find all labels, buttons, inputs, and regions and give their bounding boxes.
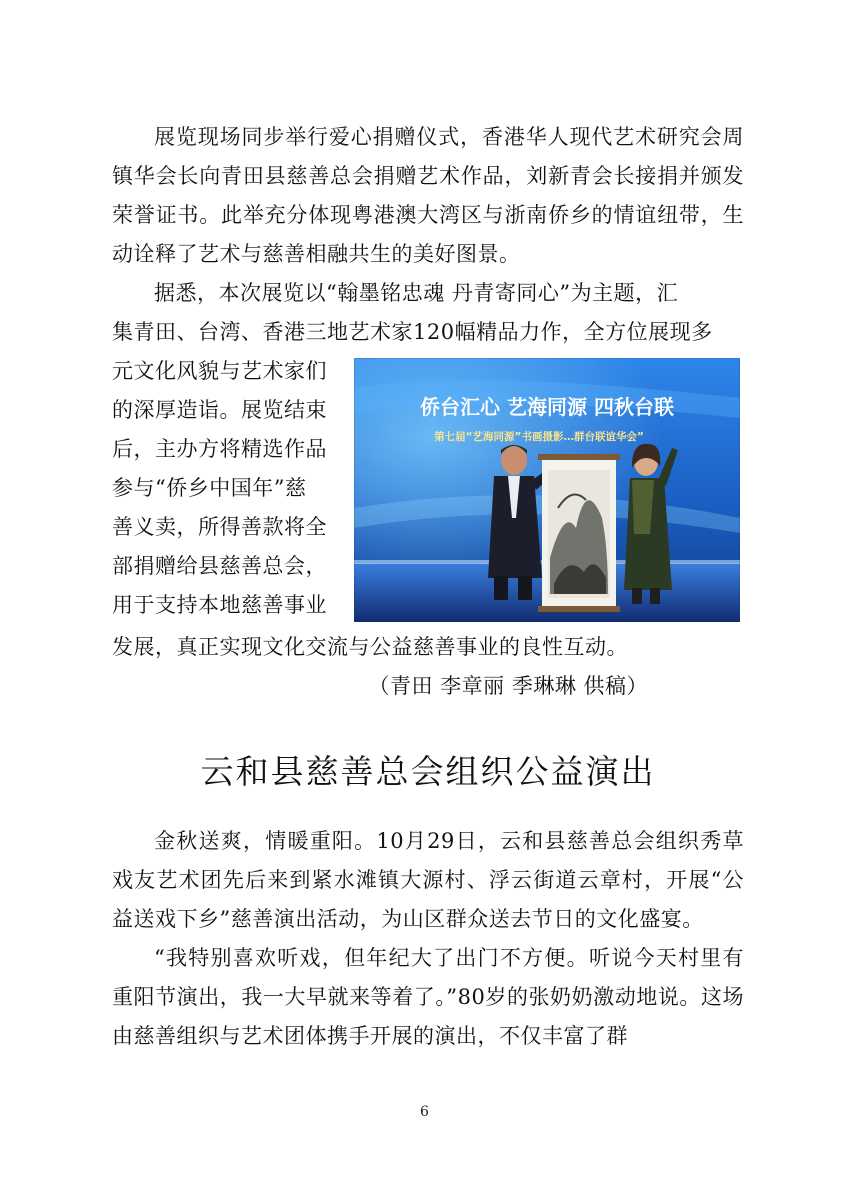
text-wrap-with-photo [112,352,744,628]
article1-paragraph-2-last-line: 发展，真正实现文化交流与公益慈善事业的良性互动。 [112,635,628,659]
wrapped-line: 元文化风貌与艺术家们 [112,359,327,383]
article1-paragraph-2-line-2: 集青田、台湾、香港三地艺术家120幅精品力作，全方位展现多 [112,320,713,344]
wrapped-line: 用于支持本地慈善事业 [112,593,327,617]
wrapped-line: 后，主办方将精选作品 [112,437,327,461]
donation-ceremony-photo [354,358,740,622]
banner-subtitle: 第七届“艺海同源”书画摄影…群台联谊华会” [434,431,644,443]
photo-illustration [354,358,740,622]
article1-paragraph-2-line-1: 据悉，本次展览以“翰墨铭忠魂 丹青寄同心”为主题，汇 [154,281,679,305]
banner-headline: 侨台汇心 艺海同源 四秋台联 [420,395,674,419]
article2-title: 云和县慈善总会组织公益演出 [200,752,656,791]
scroll-painting [538,454,620,612]
page-number: 6 [420,1104,429,1120]
wrapped-line: 的深厚造诣。展览结束 [112,398,327,422]
article2-paragraph-2: “我特别喜欢听戏，但年纪大了出门不方便。听说今天村里有重阳节演出，我一大早就来等着了。”80岁的张奶奶激动地说。这场由慈善组织与艺术团体携手开展的演出，不仅丰富了群 [112,946,744,1048]
wrapped-line: 部捐赠给县慈善总会， [112,554,327,578]
document-page [112,118,744,1056]
wrapped-line: 参与“侨乡中国年”慈 [112,476,307,500]
article1-credit: （青田 李章丽 季琳琳 供稿） [368,674,648,698]
article2-paragraph-1: 金秋送爽，情暖重阳。10月29日，云和县慈善总会组织秀草戏友艺术团先后来到紧水滩镇大源村、浮云街道云章村，开展“公益送戏下乡”慈善演出活动，为山区群众送去节日的文化盛宴。 [112,829,744,931]
wrapped-text-column [112,352,348,625]
article1-paragraph-1: 展览现场同步举行爱心捐赠仪式，香港华人现代艺术研究会周镇华会长向青田县慈善总会捐赠艺术作品，刘新青会长接捐并颁发荣誉证书。此举充分体现粤港澳大湾区与浙南侨乡的情谊纽带，生动诠释了艺术与慈善相融共生的美好图景。 [112,125,744,266]
wrapped-line: 善义卖，所得善款将全 [112,515,327,539]
